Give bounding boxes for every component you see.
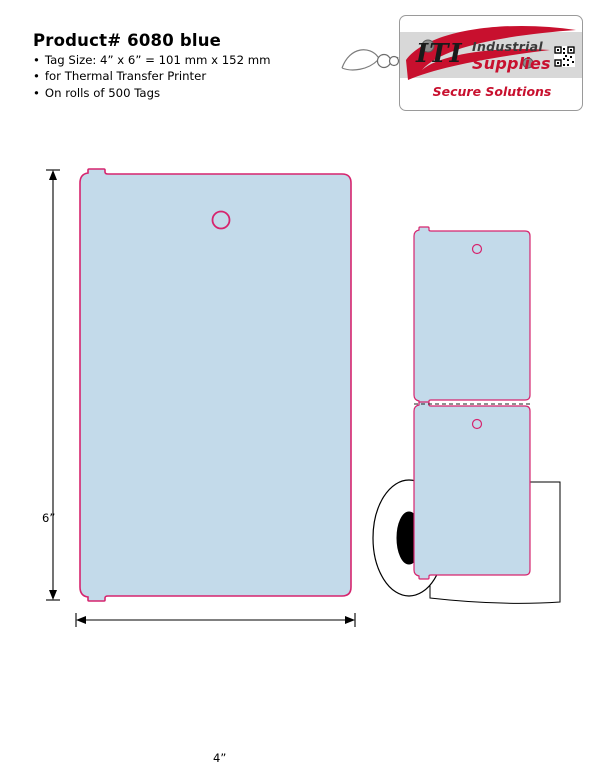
logo-supplies-text: Supplies (472, 54, 551, 73)
small-tag-top (414, 227, 530, 404)
list-item: • for Thermal Transfer Printer (33, 68, 271, 84)
company-logo (399, 15, 583, 111)
tag-drawing (0, 130, 600, 765)
logo-industrial-text: Industrial (472, 39, 543, 54)
logo-tagline-text: Secure Solutions (432, 84, 552, 99)
small-tag-bottom-hole (473, 420, 482, 429)
list-item: • Tag Size: 4” x 6” = 101 mm x 152 mm (33, 52, 271, 68)
height-dimension (46, 170, 60, 600)
list-item: • On rolls of 500 Tags (33, 85, 271, 101)
large-tag-body (80, 169, 351, 601)
large-tag (80, 169, 351, 601)
width-dimension-label: 4” (213, 751, 227, 765)
qr-code-icon (554, 46, 575, 67)
small-tag-bottom-body (414, 402, 530, 579)
small-tag-top-body (414, 227, 530, 404)
width-dimension (76, 613, 355, 627)
page-title: Product# 6080 blue (33, 31, 222, 50)
header (0, 0, 600, 130)
small-tag-top-hole (473, 245, 482, 254)
spec-list (33, 52, 271, 101)
small-tag-bottom (414, 402, 530, 579)
logo-brand-text: ITI (416, 39, 463, 69)
large-tag-hole (213, 212, 230, 229)
wire-loop-icon (340, 38, 402, 76)
height-dimension-label: 6” (42, 511, 56, 525)
